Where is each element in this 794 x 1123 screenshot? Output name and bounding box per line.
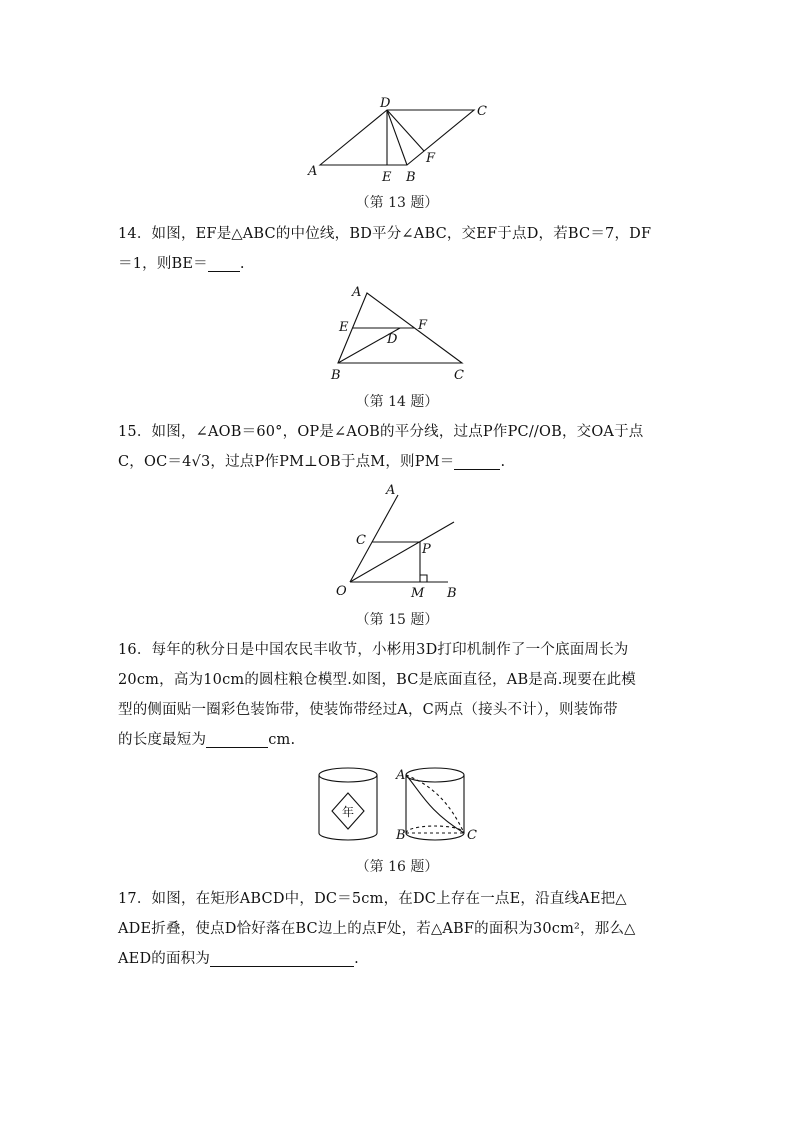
label-c: C xyxy=(477,104,487,119)
figure-16 xyxy=(312,763,484,849)
q17-line1: 17．如图，在矩形ABCD中，DC＝5cm，在DC上存在一点E，沿直线AE把△ xyxy=(118,891,627,907)
q16-line4 xyxy=(118,725,678,755)
q17-line3-end: . xyxy=(354,951,359,967)
label-a: A xyxy=(352,285,362,300)
segment-db xyxy=(387,110,407,165)
cylinder-model xyxy=(406,768,464,840)
q15-line2-text: C，OC＝4√3，过点P作PM⊥OB于点M，则PM＝ xyxy=(118,454,455,470)
q15-line2-end: . xyxy=(500,454,506,470)
label-b: B xyxy=(396,828,406,843)
q15-line1: 15．如图，∠AOB＝60°，OP是∠AOB的平分线，过点P作PC//OB，交OA于点 xyxy=(118,424,644,440)
label-a: A xyxy=(396,768,406,783)
label-c: C xyxy=(356,533,366,548)
label-f: F xyxy=(426,151,436,166)
caption-15: （第 15 题） xyxy=(355,612,439,628)
label-m: M xyxy=(411,586,425,601)
caption-13: （第 13 题） xyxy=(355,195,439,211)
label-c: C xyxy=(454,368,464,382)
q17-line2: ADE折叠，使点D恰好落在BC边上的点F处，若△ABF的面积为30cm²，那么△ xyxy=(118,921,636,937)
q14-line2-text: ＝1，则BE＝ xyxy=(118,256,208,272)
q16-line2: 20cm，高为10cm的圆柱粮仓模型.如图，BC是底面直径，AB是高.现要在此模 xyxy=(118,672,637,688)
q16-line4-text: 的长度最短为 xyxy=(118,732,207,748)
q17-line3-text: AED的面积为 xyxy=(118,951,211,967)
year-character: 年 xyxy=(342,805,355,819)
label-b: B xyxy=(447,586,457,601)
q16-line3: 型的侧面贴一圈彩色装饰带，使装饰带经过A，C两点（接头不计），则装饰带 xyxy=(118,702,618,718)
caption-14: （第 14 题） xyxy=(355,394,439,410)
q17-line3 xyxy=(118,944,678,974)
question-15 xyxy=(118,417,678,477)
q14-line2 xyxy=(118,249,678,279)
cylinder-granary xyxy=(319,768,377,840)
label-b: B xyxy=(331,368,341,382)
question-17 xyxy=(118,884,678,974)
q14-line2-end: . xyxy=(239,256,245,272)
label-c: C xyxy=(467,828,477,843)
label-d: D xyxy=(387,332,398,347)
figure-15 xyxy=(330,480,470,602)
label-o: O xyxy=(336,584,347,599)
label-f: F xyxy=(418,318,428,333)
label-a: A xyxy=(386,483,396,498)
label-p: P xyxy=(422,542,431,557)
label-d: D xyxy=(380,96,391,111)
label-b: B xyxy=(406,170,416,185)
q16-line1: 16．每年的秋分日是中国农民丰收节，小彬用3D打印机制作了一个底面周长为 xyxy=(118,642,629,658)
figure-14 xyxy=(330,282,470,382)
helix-ac xyxy=(406,775,464,833)
helix-ac-hidden xyxy=(406,775,464,833)
label-a: A xyxy=(308,164,318,179)
q16-answer-blank xyxy=(206,731,268,748)
q15-answer-blank xyxy=(454,453,500,470)
q14-answer-blank xyxy=(208,255,240,272)
bisector-op xyxy=(350,522,454,582)
label-e: E xyxy=(382,170,392,185)
q16-line4-end: cm. xyxy=(268,732,296,748)
question-14 xyxy=(118,219,678,279)
q15-line2 xyxy=(118,447,678,477)
caption-16: （第 16 题） xyxy=(355,859,439,875)
q14-line1: 14．如图，EF是△ABC的中位线，BD平分∠ABC，交EF于点D，若BC＝7，DF xyxy=(118,226,652,242)
figure-13 xyxy=(300,92,500,188)
segment-df xyxy=(387,110,424,151)
right-angle-mark xyxy=(420,575,427,582)
q17-answer-blank xyxy=(210,950,354,967)
label-e: E xyxy=(339,320,349,335)
question-16 xyxy=(118,635,678,755)
